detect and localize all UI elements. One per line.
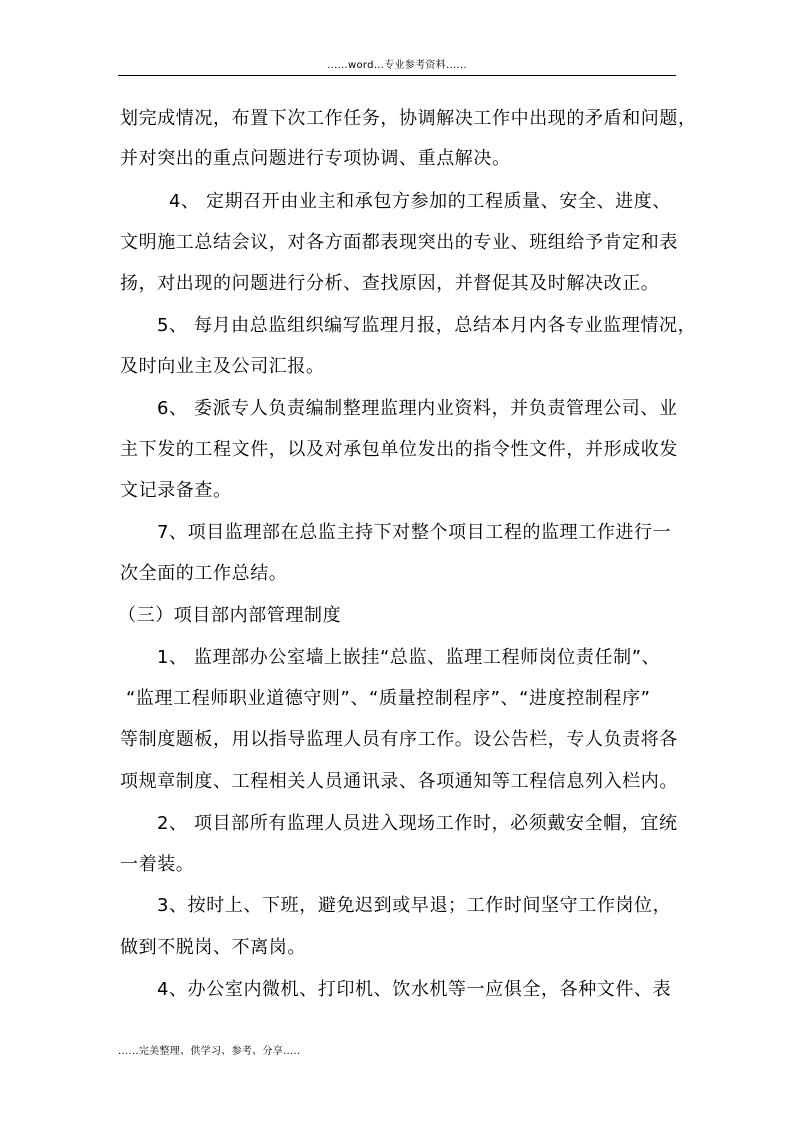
section-heading: （三）项目部内部管理制度: [118, 605, 342, 626]
body-line: 5、 每月由总监组织编写监理月报，总结本月内各专业监理情况，: [157, 315, 697, 336]
body-line: 次全面的工作总结。: [120, 563, 288, 584]
body-line: 2、 项目部所有监理人员进入现场工作时，必须戴安全帽，宜统: [157, 813, 678, 834]
header-divider: [118, 75, 676, 76]
body-line: 及时向业主及公司汇报。: [120, 356, 325, 377]
body-line: 文明施工总结会议，对各方面都表现突出的专业、班组给予肯定和表: [120, 232, 678, 253]
body-line: 扬，对出现的问题进行分析、查找原因，并督促其及时解决改正。: [120, 273, 660, 294]
page-header: ......word...专业参考资料......: [327, 60, 467, 71]
body-line: 等制度题板，用以指导监理人员有序工作。设公告栏，专人负责将各: [120, 729, 678, 750]
body-line: 并对突出的重点问题进行专项协调、重点解决。: [120, 148, 511, 169]
body-line: 4、 定期召开由业主和承包方参加的工程质量、安全、进度、: [169, 191, 671, 212]
body-line: 项规章制度、工程相关人员通讯录、各项通知等工程信息列入栏内。: [120, 771, 678, 792]
page-footer: ......完美整理、供学习、参考、分享.....: [118, 1046, 301, 1057]
body-line: 6、 委派专人负责编制整理监理内业资料，并负责管理公司、业: [157, 398, 678, 419]
body-line: 文记录备查。: [120, 480, 232, 501]
body-line: 3、按时上、下班，避免迟到或早退；工作时间坚守工作岗位，: [157, 895, 672, 916]
body-line: 4、办公室内微机、打印机、饮水机等一应俱全，各种文件、表: [157, 979, 672, 1000]
body-line: 主下发的工程文件，以及对承包单位发出的指令性文件，并形成收发: [120, 439, 678, 460]
body-line: 1、 监理部办公室墙上嵌挂“总监、监理工程师岗位责任制”、: [157, 647, 661, 668]
body-line: 做到不脱岗、不离岗。: [120, 937, 306, 958]
body-line: “监理工程师职业道德守则”、“质量控制程序”、“进度控制程序”: [126, 688, 651, 709]
body-line: 划完成情况，布置下次工作任务，协调解决工作中出现的矛盾和问题，: [120, 108, 697, 129]
body-line: 一着装。: [120, 854, 195, 875]
body-line: 7、项目监理部在总监主持下对整个项目工程的监理工作进行一: [157, 522, 672, 543]
